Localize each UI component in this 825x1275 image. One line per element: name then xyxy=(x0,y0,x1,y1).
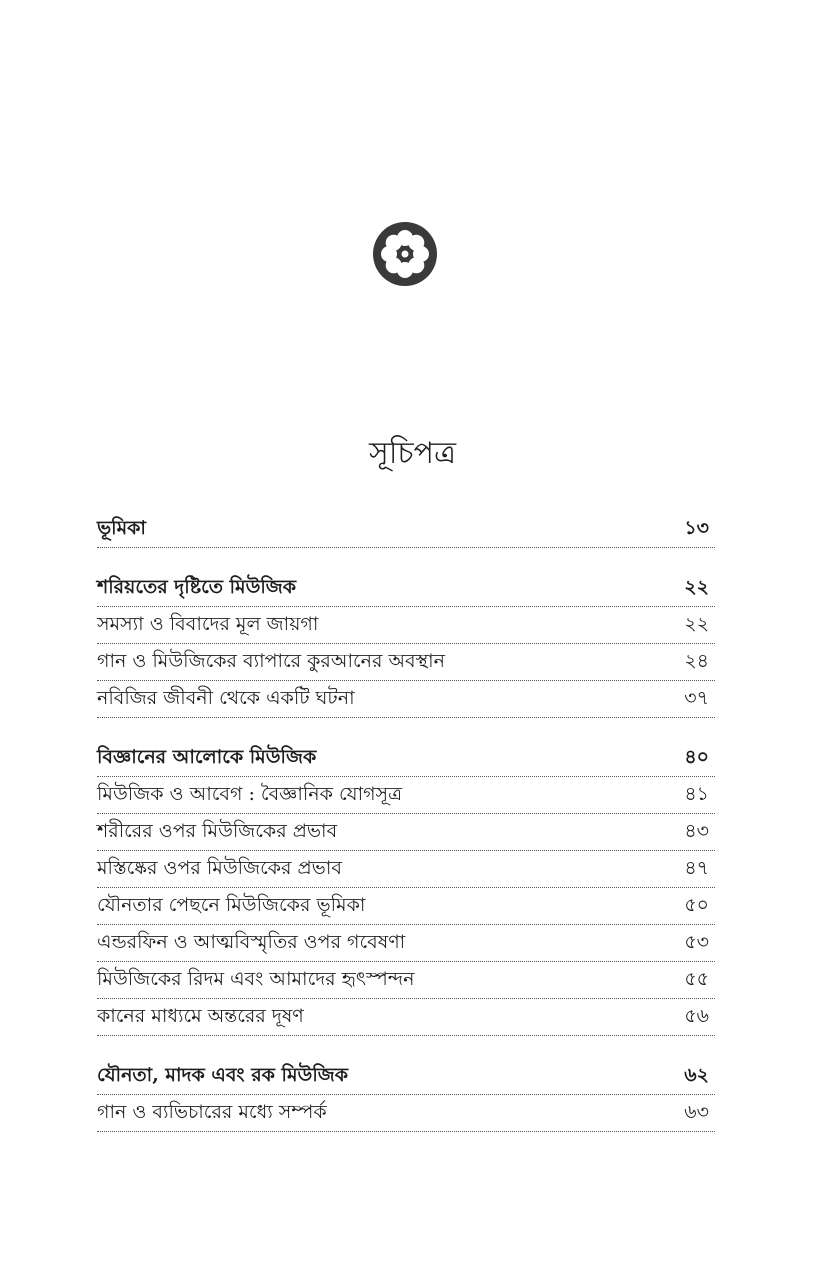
toc-section-heading[interactable] xyxy=(97,571,715,607)
toc-entry-title: গান ও ব্যভিচারের মধ্যে সম্পর্ক xyxy=(97,1101,327,1123)
toc-entry[interactable] xyxy=(97,962,715,999)
toc-entry[interactable] xyxy=(97,777,715,814)
toc-section-heading[interactable] xyxy=(97,1059,715,1095)
toc-entry[interactable] xyxy=(97,814,715,851)
toc-entry-title: যৌনতার পেছনে মিউজিকের ভূমিকা xyxy=(97,894,366,916)
section-gap xyxy=(97,548,715,571)
toc-section-title: বিজ্ঞানের আলোকে মিউজিক xyxy=(97,746,317,768)
toc-page-number: ৪০ xyxy=(684,746,709,768)
toc-page-number: ২৪ xyxy=(684,650,709,672)
toc-page-number: ৫৬ xyxy=(684,1005,709,1027)
toc-entry-title: শরীরের ওপর মিউজিকের প্রভাব xyxy=(97,820,338,842)
toc-entry-title: নবিজির জীবনী থেকে একটি ঘটনা xyxy=(97,687,355,709)
table-of-contents xyxy=(97,512,715,1132)
toc-entry-title: এন্ডরফিন ও আত্মবিস্মৃতির ওপর গবেষণা xyxy=(97,931,406,953)
toc-section-title: শরিয়তের দৃষ্টিতে মিউজিক xyxy=(97,576,297,598)
toc-entry-title: মস্তিষ্কের ওপর মিউজিকের প্রভাব xyxy=(97,857,342,879)
toc-section-heading[interactable] xyxy=(97,512,715,548)
section-gap xyxy=(97,1036,715,1059)
toc-entry[interactable] xyxy=(97,607,715,644)
toc-section-heading[interactable] xyxy=(97,741,715,777)
toc-page-number: ৪৩ xyxy=(684,820,709,842)
toc-section-title: ভূমিকা xyxy=(97,517,146,539)
toc-entry-title: সমস্যা ও বিবাদের মূল জায়গা xyxy=(97,613,319,635)
toc-page-number: ৫৫ xyxy=(684,968,709,990)
toc-entry[interactable] xyxy=(97,999,715,1036)
toc-page-number: ৬৩ xyxy=(684,1101,709,1123)
toc-page-number: ৪১ xyxy=(684,783,709,805)
toc-entry[interactable] xyxy=(97,851,715,888)
toc-page-number: ৬২ xyxy=(684,1064,709,1086)
toc-page-number: ৪৭ xyxy=(684,857,709,879)
page-title: সূচিপত্র xyxy=(369,436,456,471)
toc-page-number: ১৩ xyxy=(684,517,709,539)
toc-entry[interactable] xyxy=(97,1095,715,1132)
toc-page-number: ৩৭ xyxy=(684,687,709,709)
toc-entry[interactable] xyxy=(97,644,715,681)
toc-entry-title: গান ও মিউজিকের ব্যাপারে কুরআনের অবস্থান xyxy=(97,650,445,672)
toc-page-number: ৫৩ xyxy=(684,931,709,953)
toc-section-title: যৌনতা, মাদক এবং রক মিউজিক xyxy=(97,1064,349,1086)
toc-entry[interactable] xyxy=(97,888,715,925)
flower-ornament-icon xyxy=(372,221,438,287)
toc-entry[interactable] xyxy=(97,681,715,718)
toc-entry[interactable] xyxy=(97,925,715,962)
toc-entry-title: মিউজিকের রিদম এবং আমাদের হৃৎস্পন্দন xyxy=(97,968,415,990)
toc-entry-title: কানের মাধ্যমে অন্তরের দূষণ xyxy=(97,1005,304,1027)
toc-page-number: ২২ xyxy=(684,576,709,598)
section-gap xyxy=(97,718,715,741)
toc-entry-title: মিউজিক ও আবেগ : বৈজ্ঞানিক যোগসূত্র xyxy=(97,783,403,805)
toc-page-number: ৫০ xyxy=(684,894,709,916)
toc-page-number: ২২ xyxy=(684,613,709,635)
